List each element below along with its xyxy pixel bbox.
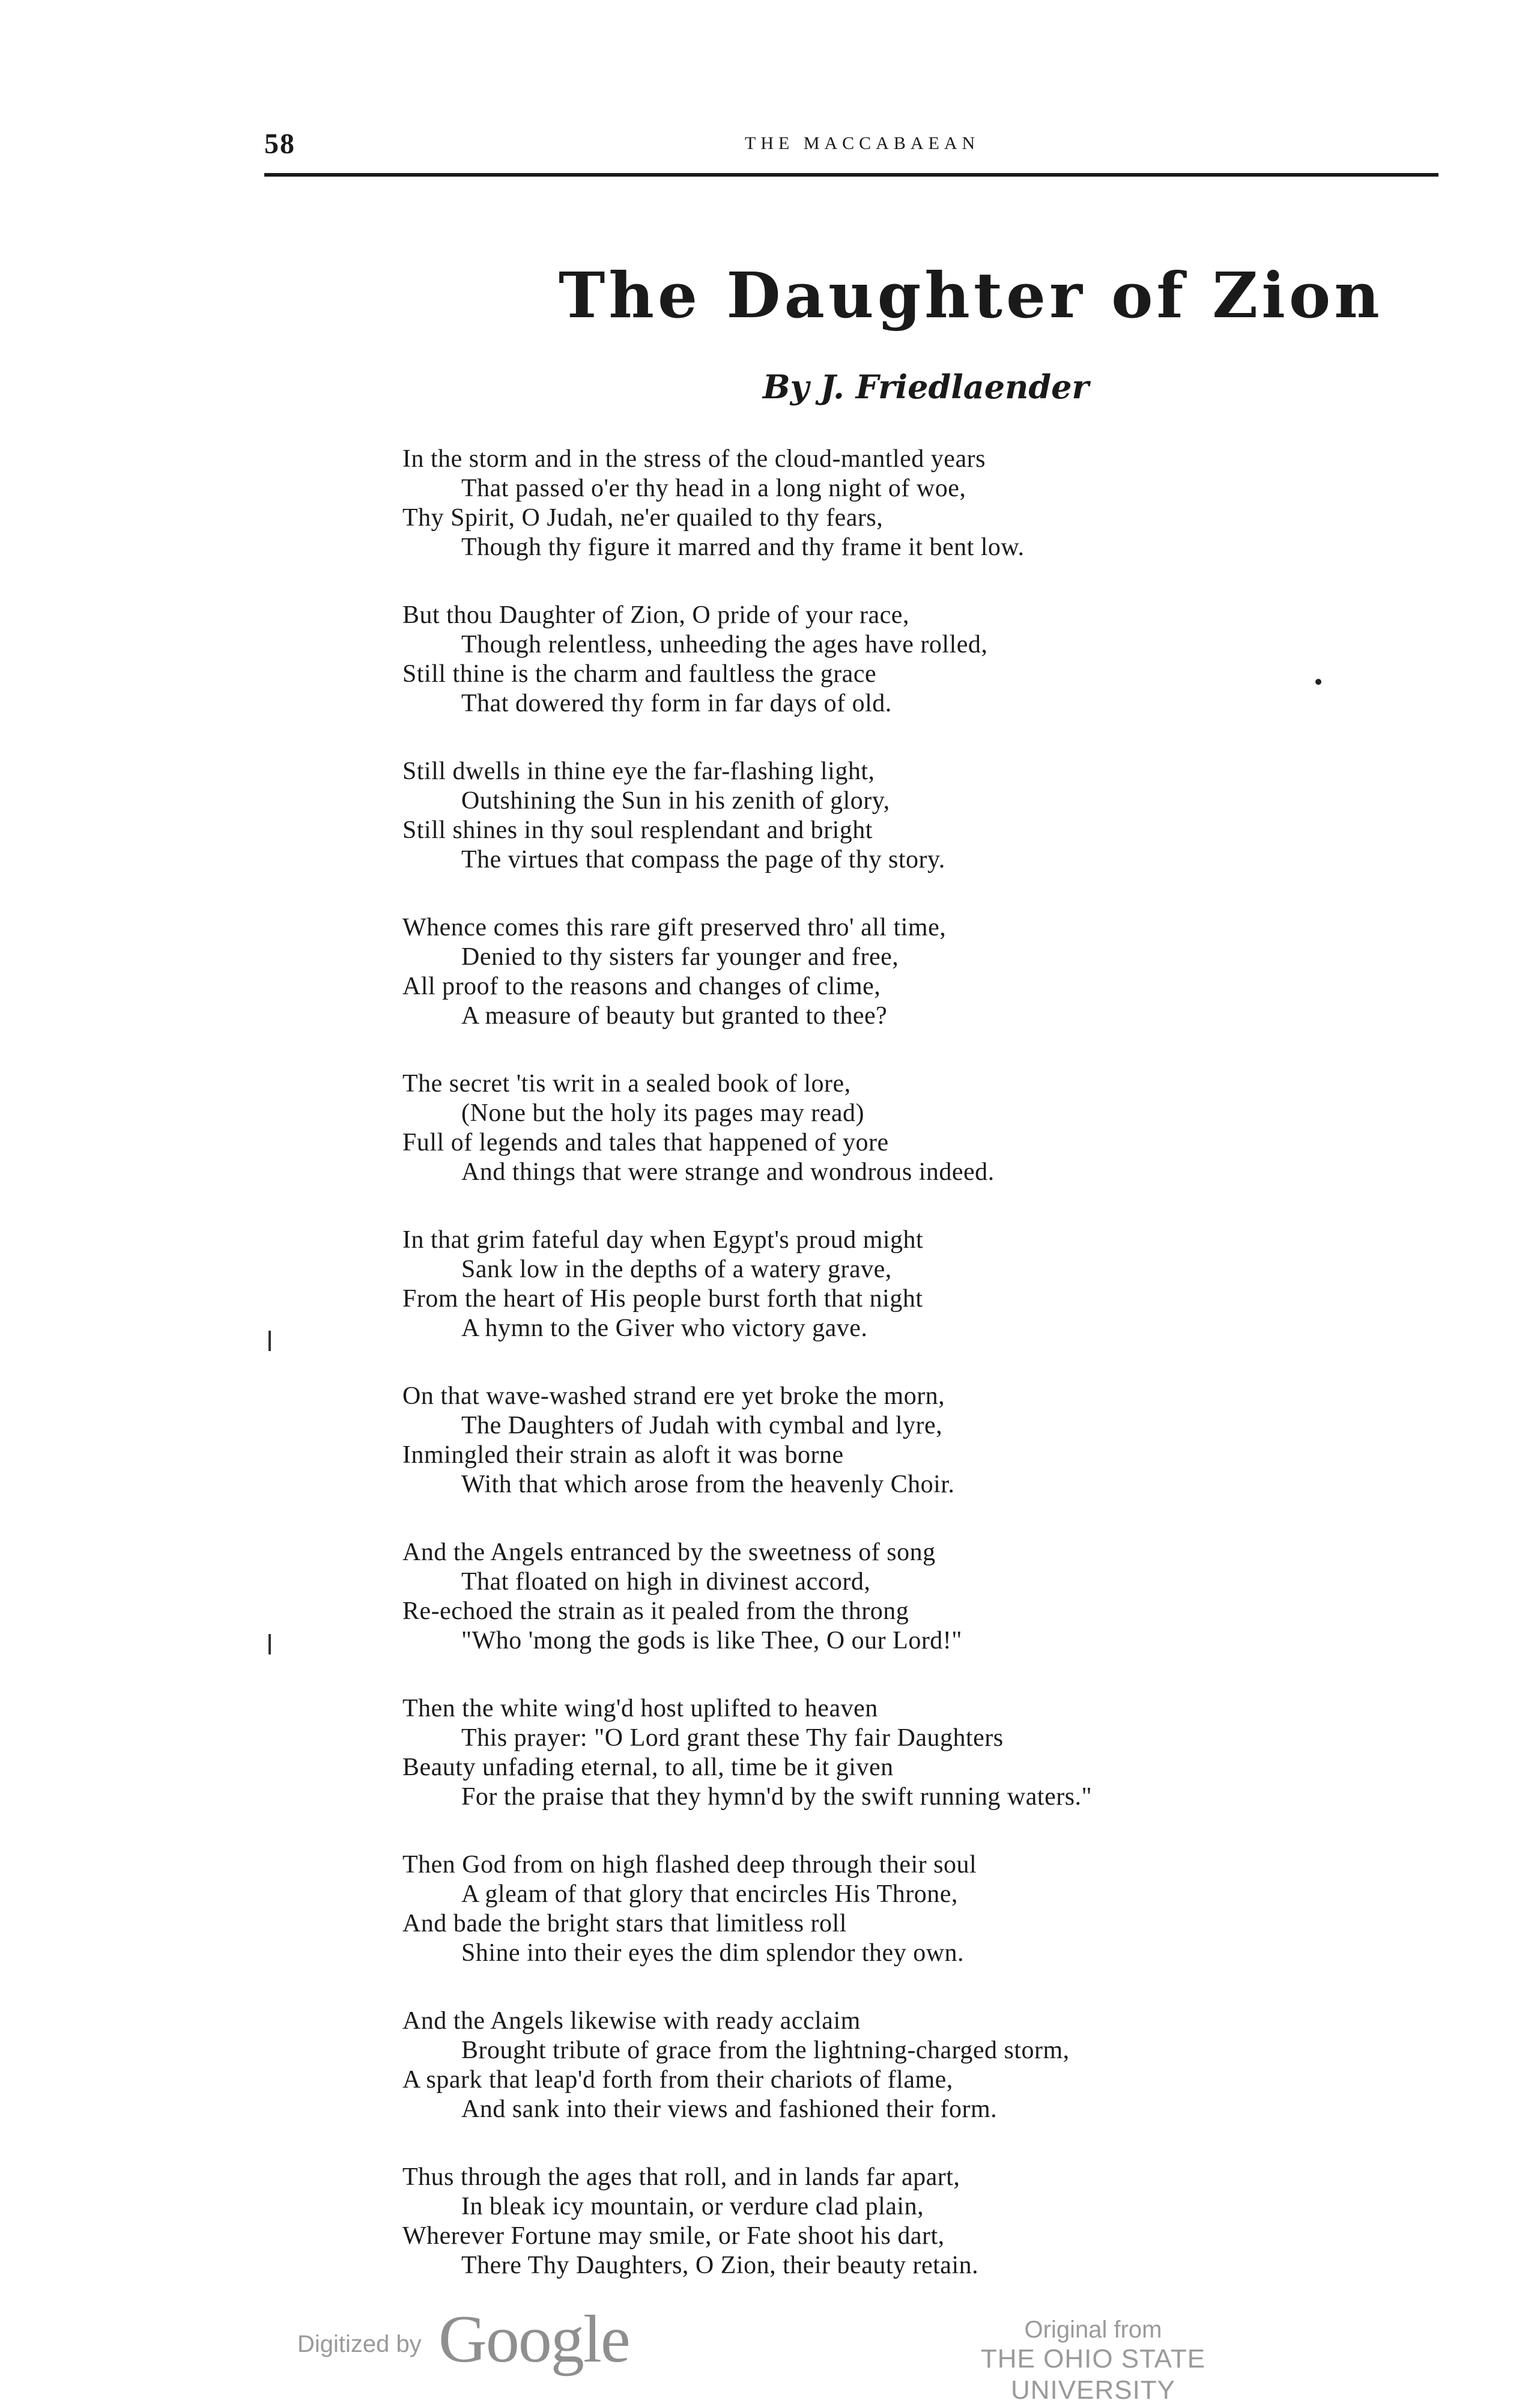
poem-line: Thy Spirit, O Judah, ne'er quailed to thy fears, — [402, 504, 884, 532]
poem-line: And sank into their views and fashioned their form. — [461, 2095, 998, 2123]
poem-line: The secret 'tis writ in a sealed book of lore, — [402, 1070, 851, 1098]
poem-line: Still shines in thy soul resplendant and bright — [402, 816, 873, 844]
poem-line: Full of legends and tales that happened of yore — [402, 1129, 889, 1156]
poem-title: The Daughter of Zion — [559, 258, 1383, 332]
poem-line: Though relentless, unheeding the ages have rolled, — [461, 631, 988, 658]
stanza — [402, 1069, 1363, 1187]
poem-line: Denied to thy sisters far younger and free, — [461, 943, 899, 971]
poem-line: And things that were strange and wondrous indeed. — [461, 1158, 995, 1186]
poem-line: Inmingled their strain as aloft it was borne — [402, 1441, 844, 1469]
source-attribution — [895, 2316, 1291, 2406]
poem-line: Then the white wing'd host uplifted to heaven — [402, 1695, 878, 1722]
poem-line: A gleam of that glory that encircles His Throne, — [461, 1880, 958, 1908]
stanza — [402, 1538, 1363, 1656]
stanza — [402, 1694, 1363, 1812]
poem-line: Re-echoed the strain as it pealed from the throng — [402, 1597, 909, 1625]
poem-line: That dowered thy form in far days of old. — [461, 690, 892, 717]
poem-body — [402, 445, 1363, 2319]
poem-line: Whence comes this rare gift preserved thro' all time, — [402, 914, 947, 941]
poem-line: Thus through the ages that roll, and in lands far apart, — [402, 2163, 960, 2191]
page-header — [264, 127, 1435, 163]
poem-line: Though thy figure it marred and thy frame it bent low. — [461, 533, 1025, 561]
running-head: THE MACCABAEAN — [745, 133, 980, 153]
poem-line: "Who 'mong the gods is like Thee, O our Lord!" — [461, 1627, 962, 1654]
poem-line: Wherever Fortune may smile, or Fate shoot his dart, — [402, 2222, 945, 2250]
poem-line: All proof to the reasons and changes of clime, — [402, 973, 881, 1000]
poem-line: That floated on high in divinest accord, — [461, 1568, 871, 1596]
stanza — [402, 1382, 1363, 1499]
poem-line: And the Angels likewise with ready acclaim — [402, 2007, 861, 2035]
poem-line: For the praise that they hymn'd by the swift running waters." — [461, 1783, 1093, 1811]
poem-line: But thou Daughter of Zion, O pride of your race, — [402, 601, 909, 629]
poem-line: Still thine is the charm and faultless the grace — [402, 660, 877, 688]
poem-line: Shine into their eyes the dim splendor they own. — [461, 1939, 965, 1967]
poem-line: Brought tribute of grace from the lightning-charged storm, — [461, 2037, 1070, 2064]
stanza — [402, 913, 1363, 1031]
poem-line: With that which arose from the heavenly Choir. — [461, 1471, 955, 1498]
poem-line: That passed o'er thy head in a long night of woe, — [461, 475, 966, 502]
stanza — [402, 1850, 1363, 1968]
poem-line: In the storm and in the stress of the cloud-mantled years — [402, 445, 986, 473]
poem-byline: By J. Friedlaender — [763, 368, 1089, 406]
poem-line: A measure of beauty but granted to thee? — [461, 1002, 888, 1030]
stanza — [402, 1226, 1363, 1343]
poem-line: From the heart of His people burst forth that night — [402, 1285, 923, 1313]
scan-artifact-dot — [1315, 679, 1321, 685]
stanza — [402, 601, 1363, 718]
poem-line: The Daughters of Judah with cymbal and lyre, — [461, 1412, 943, 1439]
poem-line: (None but the holy its pages may read) — [461, 1099, 864, 1127]
digitized-by-label: Digitized by — [297, 2331, 422, 2357]
poem-line: There Thy Daughters, O Zion, their beauty retain. — [461, 2252, 979, 2279]
poem-line: The virtues that compass the page of thy story. — [461, 846, 945, 873]
stanza — [402, 2007, 1363, 2124]
poem-line: Beauty unfading eternal, to all, time be it given — [402, 1754, 894, 1781]
poem-line: Outshining the Sun in his zenith of glory, — [461, 787, 890, 815]
stanza — [402, 757, 1363, 875]
poem-line: This prayer: "O Lord grant these Thy fair Daughters — [461, 1724, 1004, 1752]
poem-line: In bleak icy mountain, or verdure clad plain, — [461, 2193, 924, 2220]
poem-line: In that grim fateful day when Egypt's proud might — [402, 1226, 924, 1254]
poem-line: On that wave-washed strand ere yet broke the morn, — [402, 1382, 945, 1410]
poem-line: A spark that leap'd forth from their chariots of flame, — [402, 2066, 953, 2094]
scan-artifact-mark — [268, 1634, 271, 1654]
page-number: 58 — [264, 128, 296, 160]
stanza — [402, 445, 1363, 562]
poem-line: And the Angels entranced by the sweetness of song — [402, 1539, 936, 1566]
google-logo: Google — [438, 2302, 629, 2377]
original-from-label: Original from — [1024, 2316, 1162, 2343]
stanza — [402, 2163, 1363, 2280]
poem-line: Still dwells in thine eye the far-flashing light, — [402, 758, 875, 785]
header-rule — [264, 173, 1438, 177]
scan-artifact-mark — [268, 1331, 271, 1351]
poem-line: Then God from on high flashed deep through their soul — [402, 1851, 977, 1879]
poem-line: A hymn to the Giver who victory gave. — [461, 1314, 868, 1342]
institution-name: THE OHIO STATE UNIVERSITY — [980, 2344, 1206, 2405]
poem-line: Sank low in the depths of a watery grave, — [461, 1256, 892, 1283]
poem-line: And bade the bright stars that limitless roll — [402, 1910, 847, 1937]
